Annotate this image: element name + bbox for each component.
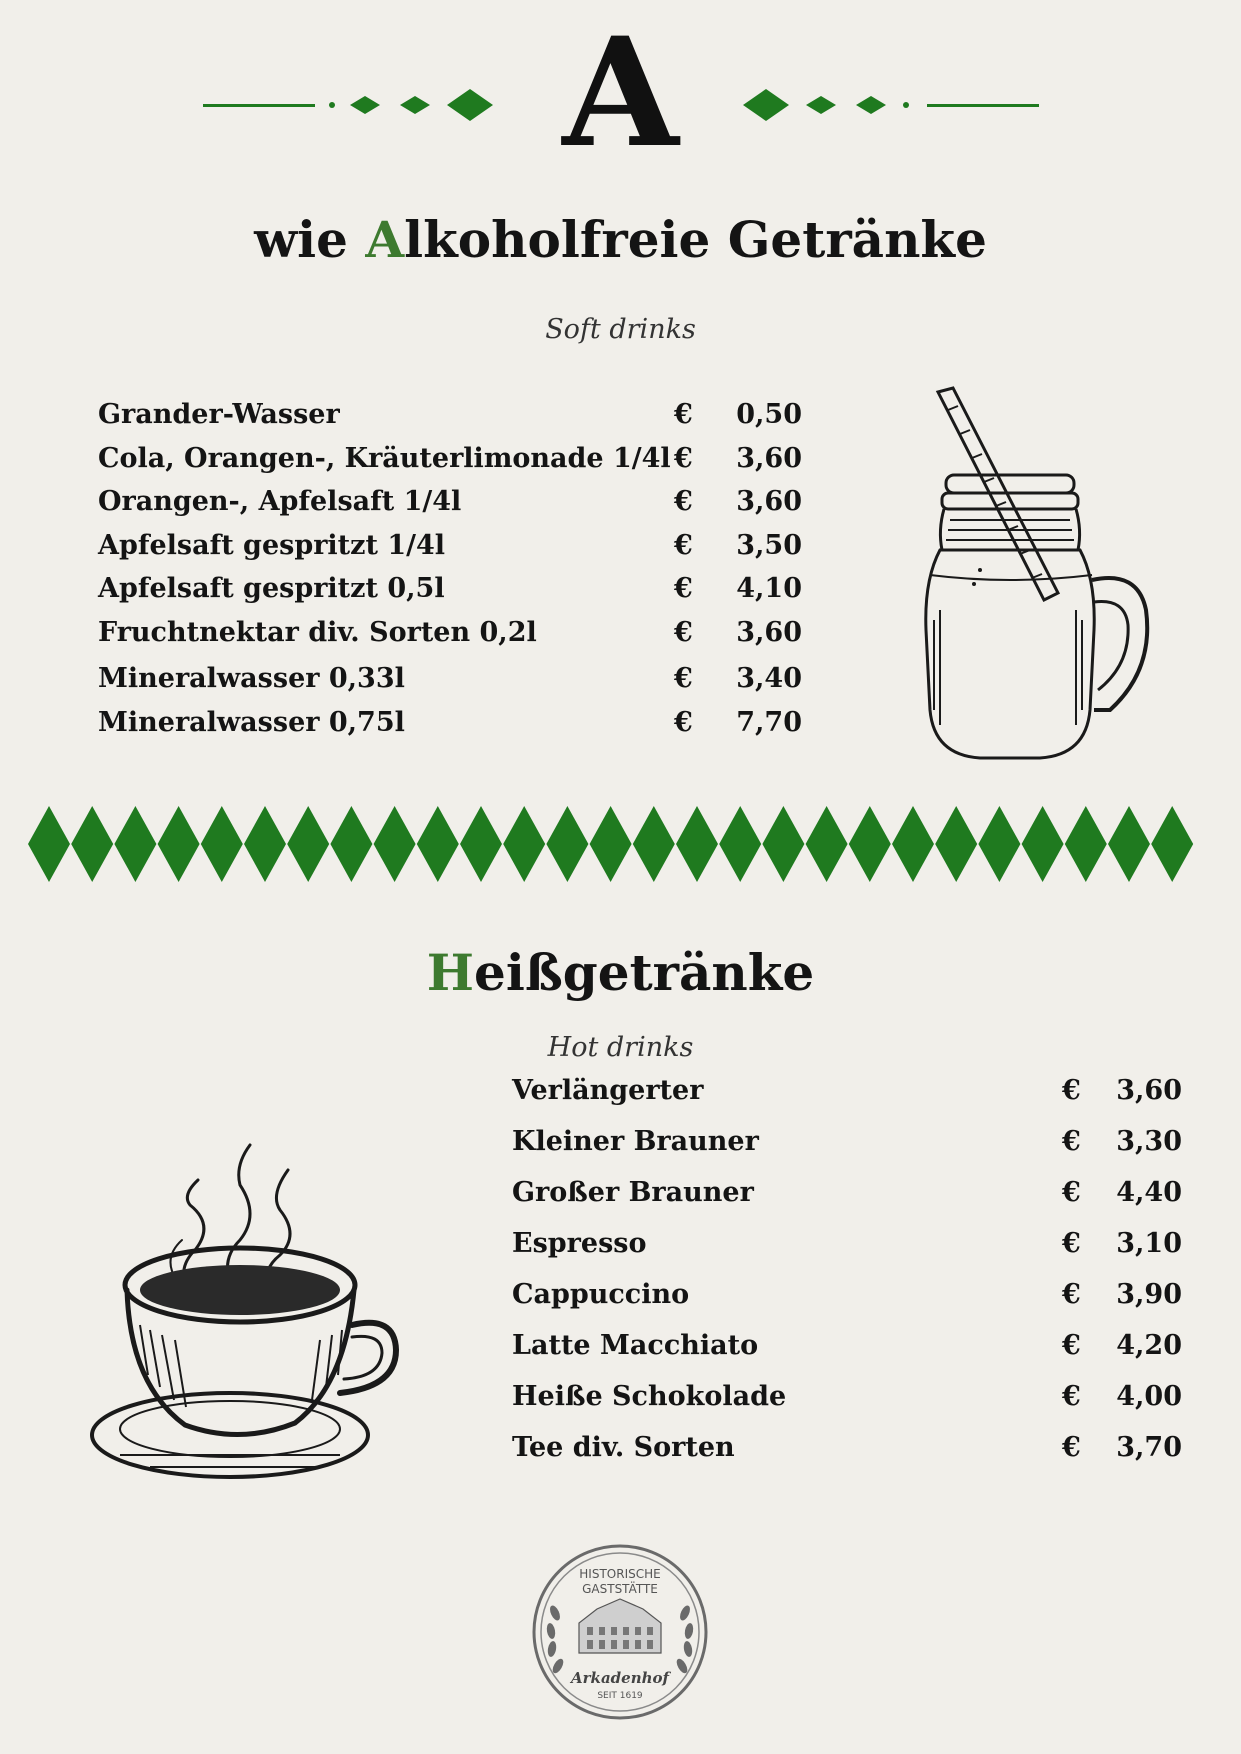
item-price: 3,60 <box>736 443 802 474</box>
divider-diamond <box>460 806 502 882</box>
item-price: 0,50 <box>736 399 802 430</box>
divider-diamond <box>71 806 113 882</box>
list-item <box>98 528 808 564</box>
arkadenhof-seal-logo <box>531 1543 709 1721</box>
item-name: Tee div. Sorten <box>512 1432 735 1463</box>
item-name: Espresso <box>512 1228 647 1259</box>
list-item <box>98 705 808 741</box>
currency-symbol: € <box>674 707 693 738</box>
divider-diamond <box>287 806 329 882</box>
list-item <box>98 571 808 607</box>
item-price: 3,60 <box>1116 1075 1182 1106</box>
item-name: Latte Macchiato <box>512 1330 759 1361</box>
currency-symbol: € <box>1062 1126 1081 1157</box>
currency-symbol: € <box>674 486 693 517</box>
divider-diamond <box>1022 806 1064 882</box>
hot-drinks-list <box>512 1073 1202 1473</box>
currency-symbol: € <box>1062 1177 1081 1208</box>
item-price: 3,30 <box>1116 1126 1182 1157</box>
diamond-band-divider <box>0 806 1241 882</box>
divider-diamond <box>28 806 70 882</box>
soft-drinks-list <box>98 397 808 747</box>
seal-line1: HISTORISCHE <box>579 1567 661 1581</box>
item-name: Cola, Orangen-, Kräuterlimonade 1/4l <box>98 443 671 474</box>
list-item <box>98 441 808 477</box>
item-name: Apfelsaft gespritzt 1/4l <box>98 530 446 561</box>
divider-diamond <box>590 806 632 882</box>
item-price: 4,10 <box>736 573 802 604</box>
item-name: Kleiner Brauner <box>512 1126 759 1157</box>
list-item <box>512 1073 1202 1109</box>
item-price: 3,60 <box>736 617 802 648</box>
seal-since: SEIT 1619 <box>597 1691 643 1701</box>
ornament-line-right <box>927 104 1039 107</box>
item-name: Orangen-, Apfelsaft 1/4l <box>98 486 462 517</box>
item-price: 7,70 <box>736 707 802 738</box>
list-item <box>512 1124 1202 1160</box>
item-name: Apfelsaft gespritzt 0,5l <box>98 573 445 604</box>
coffee-cup-illustration <box>90 1125 410 1490</box>
item-name: Fruchtnektar div. Sorten 0,2l <box>98 617 537 648</box>
divider-diamond <box>978 806 1020 882</box>
currency-symbol: € <box>674 617 693 648</box>
divider-diamond <box>1108 806 1150 882</box>
subtitle-soft-drinks: Soft drinks <box>545 314 696 345</box>
item-name: Grander-Wasser <box>98 399 340 430</box>
list-item <box>98 397 808 433</box>
currency-symbol: € <box>674 530 693 561</box>
seal-name: Arkadenhof <box>571 1669 669 1687</box>
item-price: 3,90 <box>1116 1279 1182 1310</box>
title-prefix: wie <box>254 210 366 269</box>
divider-diamond <box>374 806 416 882</box>
list-item <box>512 1379 1202 1415</box>
item-price: 4,00 <box>1116 1381 1182 1412</box>
list-item <box>512 1226 1202 1262</box>
subtitle-hot-drinks: Hot drinks <box>547 1032 694 1063</box>
divider-diamond <box>633 806 675 882</box>
item-name: Mineralwasser 0,33l <box>98 663 405 694</box>
divider-diamond <box>1065 806 1107 882</box>
item-name: Mineralwasser 0,75l <box>98 707 405 738</box>
divider-diamond <box>1151 806 1193 882</box>
item-price: 3,40 <box>736 663 802 694</box>
currency-symbol: € <box>1062 1381 1081 1412</box>
currency-symbol: € <box>1062 1432 1081 1463</box>
currency-symbol: € <box>674 573 693 604</box>
currency-symbol: € <box>674 443 693 474</box>
divider-diamond <box>244 806 286 882</box>
divider-diamond <box>503 806 545 882</box>
divider-diamond <box>330 806 372 882</box>
item-price: 3,70 <box>1116 1432 1182 1463</box>
currency-symbol: € <box>1062 1075 1081 1106</box>
ornament-line-left <box>203 104 315 107</box>
item-price: 3,60 <box>736 486 802 517</box>
currency-symbol: € <box>1062 1228 1081 1259</box>
divider-diamond <box>676 806 718 882</box>
list-item <box>512 1277 1202 1313</box>
divider-diamond <box>849 806 891 882</box>
divider-diamond <box>892 806 934 882</box>
title-accent-letter: H <box>426 943 475 1002</box>
section-title-soft-drinks <box>0 205 1241 275</box>
currency-symbol: € <box>674 663 693 694</box>
item-price: 3,50 <box>736 530 802 561</box>
list-item <box>98 661 808 697</box>
mason-jar-illustration <box>920 380 1160 770</box>
item-name: Großer Brauner <box>512 1177 754 1208</box>
item-price: 4,20 <box>1116 1330 1182 1361</box>
section-initial-letter: A <box>562 5 679 181</box>
divider-diamond <box>546 806 588 882</box>
divider-diamond <box>719 806 761 882</box>
item-name: Heiße Schokolade <box>512 1381 787 1412</box>
divider-diamond <box>158 806 200 882</box>
list-item <box>512 1430 1202 1466</box>
divider-diamond <box>201 806 243 882</box>
currency-symbol: € <box>1062 1279 1081 1310</box>
divider-diamond <box>935 806 977 882</box>
title-rest: lkoholfreie Getränke <box>404 210 987 269</box>
seal-line2: GASTSTÄTTE <box>582 1582 658 1596</box>
divider-diamond <box>417 806 459 882</box>
title-rest: eißgetränke <box>474 943 815 1002</box>
divider-diamond <box>114 806 156 882</box>
ornament-diamonds-left <box>322 86 502 126</box>
divider-diamond <box>762 806 804 882</box>
item-price: 3,10 <box>1116 1228 1182 1259</box>
currency-symbol: € <box>674 399 693 430</box>
item-price: 4,40 <box>1116 1177 1182 1208</box>
list-item <box>98 484 808 520</box>
title-accent-letter: A <box>365 210 405 269</box>
list-item <box>98 615 808 651</box>
item-name: Cappuccino <box>512 1279 690 1310</box>
list-item <box>512 1328 1202 1364</box>
ornament-diamonds-right <box>740 86 920 126</box>
currency-symbol: € <box>1062 1330 1081 1361</box>
section-title-hot-drinks <box>0 938 1241 1008</box>
item-name: Verlängerter <box>512 1075 704 1106</box>
list-item <box>512 1175 1202 1211</box>
divider-diamond <box>806 806 848 882</box>
